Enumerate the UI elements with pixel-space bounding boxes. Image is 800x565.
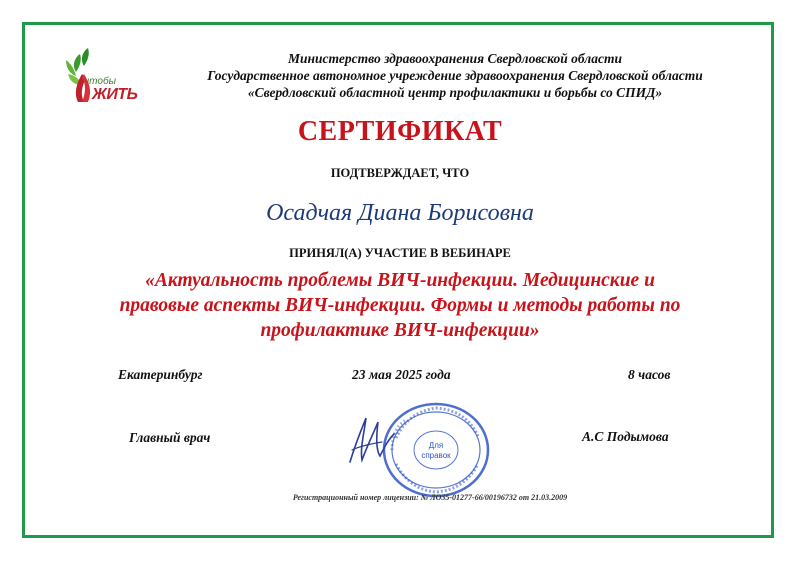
event-date: 23 мая 2025 года	[352, 367, 451, 382]
handwritten-signature	[342, 412, 402, 470]
confirms-text: ПОДТВЕРЖДАЕТ, ЧТО	[330, 166, 470, 180]
signer-role: Главный врач	[129, 430, 211, 445]
certificate-title: СЕРТИФИКАТ	[297, 116, 503, 147]
issuer-header	[160, 50, 750, 101]
stamp-text-2: справок	[421, 451, 451, 460]
issuer-institution: Государственное автономное учреждение здравоохранения Свердловской области	[207, 68, 703, 83]
webinar-title-line: профилактике ВИЧ-инфекции»	[260, 320, 540, 341]
issuer-center: «Свердловский областной центр профилактики и борьбы со СПИД»	[247, 85, 663, 100]
organization-logo	[58, 44, 150, 108]
logo-small-text: чтобы	[84, 76, 116, 87]
webinar-title-line: «Актуальность проблемы ВИЧ-инфекции. Медицинские и	[145, 270, 655, 291]
webinar-title	[40, 268, 760, 343]
stamp-text-1: Для	[428, 441, 444, 450]
signer-name: А.С Подымова	[582, 429, 669, 444]
issuer-ministry: Министерство здравоохранения Свердловской области	[288, 51, 622, 66]
logo-big-text: ЖИТЬ	[92, 86, 138, 103]
recipient-name: Осадчая Диана Борисовна	[266, 200, 534, 226]
city: Екатеринбург	[118, 367, 203, 382]
license-number: Регистрационный номер лицензии: № ЛО35-01277-66/00196732 от 21.03.2009	[292, 493, 568, 502]
webinar-title-line: правовые аспекты ВИЧ-инфекции. Формы и методы работы по	[119, 295, 681, 316]
participation-text: ПРИНЯЛ(А) УЧАСТИЕ В ВЕБИНАРЕ	[289, 246, 511, 260]
duration-hours: 8 часов	[628, 367, 671, 382]
signature-scribble-icon	[342, 412, 402, 470]
